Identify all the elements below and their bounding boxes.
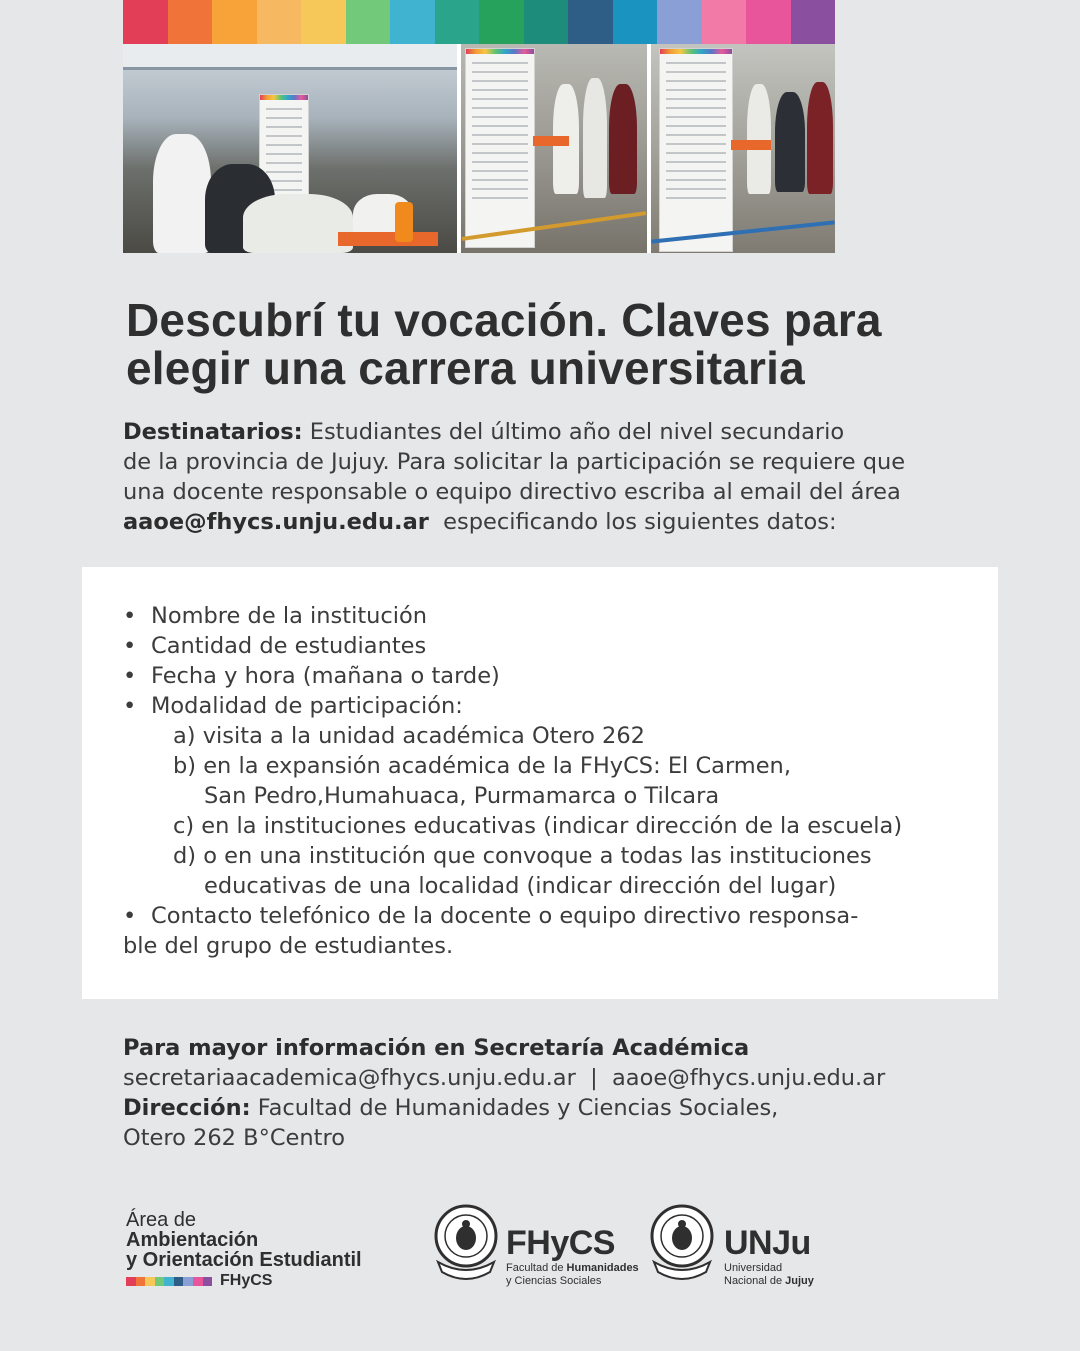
unju-logo-sub: Jujuy <box>785 1275 814 1287</box>
aaoe-logo-line: Ambientación <box>126 1229 259 1251</box>
contact-emails[interactable]: secretariaacademica@fhycs.unju.edu.ar | aaoe@fhycs.unju.edu.ar <box>123 1065 886 1091</box>
color-swatch <box>435 0 480 44</box>
modality-option-cont: San Pedro,Humahuaca, Purmamarca o Tilcara <box>204 783 720 809</box>
address-text: Facultad de Humanidades y Ciencias Sociales, <box>250 1095 779 1121</box>
modality-option-cont: educativas de una localidad (indicar dirección del lugar) <box>204 873 837 899</box>
color-swatch <box>212 0 257 44</box>
color-swatch <box>746 0 791 44</box>
aaoe-logo-line: Área de <box>126 1209 197 1231</box>
color-swatch <box>346 0 391 44</box>
color-swatch <box>168 0 213 44</box>
requirements-list <box>123 601 983 961</box>
color-swatch <box>123 0 168 44</box>
color-swatch <box>702 0 747 44</box>
address-label: Dirección: <box>123 1095 251 1121</box>
aaoe-logo <box>126 1210 416 1290</box>
list-item: • Modalidad de participación: <box>123 691 983 721</box>
intro-text: una docente responsable o equipo directivo escriba al email del área <box>123 479 901 505</box>
color-swatch <box>613 0 658 44</box>
unju-logo <box>724 1226 814 1288</box>
info-heading: Para mayor información en Secretaría Académica <box>123 1035 750 1061</box>
fhycs-logo-sub: Humanidades <box>566 1262 639 1274</box>
color-swatch <box>479 0 524 44</box>
color-swatch <box>524 0 569 44</box>
modality-option: a) visita a la unidad académica Otero 262 <box>173 723 645 749</box>
color-swatch <box>657 0 702 44</box>
color-swatch <box>301 0 346 44</box>
list-item: • Cantidad de estudiantes <box>123 631 983 661</box>
list-item-cont: ble del grupo de estudiantes. <box>123 933 454 959</box>
address-text: Otero 262 B°Centro <box>123 1125 345 1151</box>
modality-option: c) en la instituciones educativas (indicar dirección de la escuela) <box>173 813 903 839</box>
list-item: • Nombre de la institución <box>123 601 983 631</box>
photo-collage <box>123 44 835 253</box>
aaoe-logo-line: FHyCS <box>220 1272 273 1289</box>
area-email-link[interactable]: aaoe@fhycs.unju.edu.ar <box>123 509 429 535</box>
outdoor-stand-photo <box>123 44 457 253</box>
contact-info <box>123 1033 1003 1153</box>
logo-color-bar <box>126 1277 212 1286</box>
modality-option: d) o en una institución que convoque a todas las instituciones <box>173 843 872 869</box>
intro-paragraph <box>123 417 983 537</box>
fhycs-logo <box>506 1226 639 1288</box>
intro-text: Estudiantes del último año del nivel secundario <box>302 419 845 445</box>
fhycs-logo-sub: y Ciencias Sociales <box>506 1275 602 1287</box>
color-swatch <box>390 0 435 44</box>
unju-seal-icon <box>648 1204 716 1286</box>
list-item: • Fecha y hora (mañana o tarde) <box>123 661 983 691</box>
recipients-label: Destinatarios: <box>123 419 303 445</box>
aaoe-logo-line: y Orientación Estudiantil <box>126 1249 362 1271</box>
color-swatch <box>791 0 836 44</box>
fhycs-logo-sub: Facultad de <box>506 1262 567 1274</box>
page-title <box>126 296 1006 392</box>
unju-logo-sub: Nacional de <box>724 1275 786 1287</box>
unju-logo-title: UNJu <box>724 1224 811 1262</box>
color-swatch <box>568 0 613 44</box>
classroom-stand-photo <box>461 44 647 253</box>
intro-text: especificando los siguientes datos: <box>428 509 837 535</box>
title-line: elegir una carrera universitaria <box>126 342 805 394</box>
modality-option: b) en la expansión académica de la FHyCS: El Carmen, <box>173 753 791 779</box>
title-line: Descubrí tu vocación. Claves para <box>126 294 882 346</box>
intro-text: de la provincia de Jujuy. Para solicitar la participación se requiere que <box>123 449 906 475</box>
list-item: • Contacto telefónico de la docente o equipo directivo responsa- <box>123 901 983 931</box>
unju-logo-sub: Universidad <box>724 1262 783 1274</box>
fhycs-seal-icon <box>432 1204 500 1286</box>
color-strip <box>123 0 835 44</box>
gym-stand-photo <box>651 44 835 253</box>
color-swatch <box>257 0 302 44</box>
fhycs-logo-title: FHyCS <box>506 1224 615 1262</box>
